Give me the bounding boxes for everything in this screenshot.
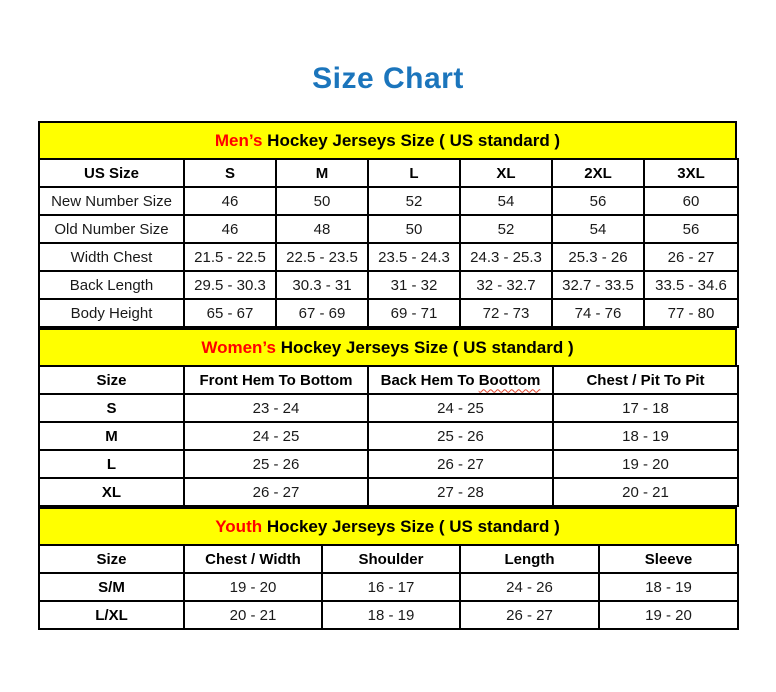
mens-value-cell: 26 - 27 bbox=[644, 243, 738, 271]
womens-value-cell: 23 - 24 bbox=[184, 394, 368, 422]
mens-value-cell: 67 - 69 bbox=[276, 299, 368, 327]
page-title: Size Chart bbox=[312, 62, 464, 95]
mens-value-cell: 77 - 80 bbox=[644, 299, 738, 327]
womens-section-band bbox=[38, 328, 737, 367]
mens-value-cell: 74 - 76 bbox=[552, 299, 644, 327]
youth-value-cell: 20 - 21 bbox=[184, 601, 322, 629]
youth-size-table bbox=[38, 544, 739, 630]
youth-column-header: Chest / Width bbox=[184, 545, 322, 573]
youth-value-cell: 18 - 19 bbox=[322, 601, 460, 629]
mens-value-cell: 54 bbox=[552, 215, 644, 243]
mens-row-label: Back Length bbox=[39, 271, 184, 299]
mens-value-cell: 52 bbox=[368, 187, 460, 215]
mens-value-cell: 29.5 - 30.3 bbox=[184, 271, 276, 299]
mens-column-header: US Size bbox=[39, 159, 184, 187]
womens-value-cell: 25 - 26 bbox=[184, 450, 368, 478]
mens-value-cell: 33.5 - 34.6 bbox=[644, 271, 738, 299]
womens-column-header bbox=[368, 366, 553, 394]
youth-table-row bbox=[39, 573, 738, 601]
womens-value-cell: 19 - 20 bbox=[553, 450, 738, 478]
mens-value-cell: 24.3 - 25.3 bbox=[460, 243, 552, 271]
womens-table-row bbox=[39, 478, 738, 506]
mens-value-cell: 60 bbox=[644, 187, 738, 215]
womens-column-header: Front Hem To Bottom bbox=[184, 366, 368, 394]
womens-value-cell: 20 - 21 bbox=[553, 478, 738, 506]
womens-value-cell: 27 - 28 bbox=[368, 478, 553, 506]
womens-value-cell: 24 - 25 bbox=[368, 394, 553, 422]
mens-value-cell: 46 bbox=[184, 187, 276, 215]
mens-band-accent: Men’s bbox=[214, 131, 263, 150]
womens-table-row bbox=[39, 450, 738, 478]
mens-table-row bbox=[39, 215, 738, 243]
mens-column-header: L bbox=[368, 159, 460, 187]
youth-column-header: Shoulder bbox=[322, 545, 460, 573]
mens-value-cell: 21.5 - 22.5 bbox=[184, 243, 276, 271]
womens-value-cell: 26 - 27 bbox=[184, 478, 368, 506]
mens-table-row bbox=[39, 299, 738, 327]
mens-header-row bbox=[39, 159, 738, 187]
youth-value-cell: 24 - 26 bbox=[460, 573, 599, 601]
womens-table-row bbox=[39, 422, 738, 450]
mens-value-cell: 56 bbox=[552, 187, 644, 215]
womens-misspelled-word: Boottom bbox=[478, 371, 541, 389]
mens-band-text: Hockey Jerseys Size ( US standard ) bbox=[267, 131, 561, 150]
womens-value-cell: 24 - 25 bbox=[184, 422, 368, 450]
mens-row-label: Width Chest bbox=[39, 243, 184, 271]
mens-value-cell: 52 bbox=[460, 215, 552, 243]
mens-section-band bbox=[38, 121, 737, 160]
mens-table-row bbox=[39, 243, 738, 271]
mens-value-cell: 54 bbox=[460, 187, 552, 215]
mens-column-header: S bbox=[184, 159, 276, 187]
youth-value-cell: 26 - 27 bbox=[460, 601, 599, 629]
youth-table-row bbox=[39, 601, 738, 629]
mens-row-label: Body Height bbox=[39, 299, 184, 327]
mens-value-cell: 32 - 32.7 bbox=[460, 271, 552, 299]
mens-value-cell: 31 - 32 bbox=[368, 271, 460, 299]
mens-value-cell: 25.3 - 26 bbox=[552, 243, 644, 271]
mens-table-row bbox=[39, 187, 738, 215]
youth-column-header: Sleeve bbox=[599, 545, 738, 573]
womens-value-cell: 17 - 18 bbox=[553, 394, 738, 422]
mens-value-cell: 50 bbox=[368, 215, 460, 243]
womens-band-accent: Women’s bbox=[201, 338, 276, 357]
mens-column-header: 2XL bbox=[552, 159, 644, 187]
mens-value-cell: 32.7 - 33.5 bbox=[552, 271, 644, 299]
mens-value-cell: 48 bbox=[276, 215, 368, 243]
womens-value-cell: 25 - 26 bbox=[368, 422, 553, 450]
youth-row-label: S/M bbox=[39, 573, 184, 601]
mens-value-cell: 46 bbox=[184, 215, 276, 243]
mens-value-cell: 72 - 73 bbox=[460, 299, 552, 327]
mens-table-row bbox=[39, 271, 738, 299]
youth-row-label: L/XL bbox=[39, 601, 184, 629]
size-chart-tables bbox=[38, 121, 737, 630]
youth-band-text: Hockey Jerseys Size ( US standard ) bbox=[266, 517, 560, 536]
mens-value-cell: 56 bbox=[644, 215, 738, 243]
youth-header-row bbox=[39, 545, 738, 573]
youth-value-cell: 19 - 20 bbox=[599, 601, 738, 629]
youth-section-band bbox=[38, 507, 737, 546]
mens-value-cell: 22.5 - 23.5 bbox=[276, 243, 368, 271]
womens-row-label: M bbox=[39, 422, 184, 450]
womens-value-cell: 18 - 19 bbox=[553, 422, 738, 450]
mens-value-cell: 69 - 71 bbox=[368, 299, 460, 327]
youth-value-cell: 16 - 17 bbox=[322, 573, 460, 601]
womens-column-header: Size bbox=[39, 366, 184, 394]
mens-value-cell: 50 bbox=[276, 187, 368, 215]
mens-column-header: XL bbox=[460, 159, 552, 187]
womens-row-label: S bbox=[39, 394, 184, 422]
mens-row-label: Old Number Size bbox=[39, 215, 184, 243]
mens-column-header: 3XL bbox=[644, 159, 738, 187]
youth-band-accent: Youth bbox=[215, 517, 263, 536]
youth-value-cell: 19 - 20 bbox=[184, 573, 322, 601]
womens-value-cell: 26 - 27 bbox=[368, 450, 553, 478]
womens-row-label: L bbox=[39, 450, 184, 478]
mens-value-cell: 23.5 - 24.3 bbox=[368, 243, 460, 271]
mens-column-header: M bbox=[276, 159, 368, 187]
youth-value-cell: 18 - 19 bbox=[599, 573, 738, 601]
mens-value-cell: 65 - 67 bbox=[184, 299, 276, 327]
womens-column-header-text: Back Hem To bbox=[380, 371, 475, 389]
womens-column-header: Chest / Pit To Pit bbox=[553, 366, 738, 394]
youth-column-header: Length bbox=[460, 545, 599, 573]
mens-value-cell: 30.3 - 31 bbox=[276, 271, 368, 299]
youth-column-header: Size bbox=[39, 545, 184, 573]
womens-header-row bbox=[39, 366, 738, 394]
mens-size-table bbox=[38, 158, 739, 328]
womens-row-label: XL bbox=[39, 478, 184, 506]
womens-band-text: Hockey Jerseys Size ( US standard ) bbox=[280, 338, 574, 357]
womens-size-table bbox=[38, 365, 739, 507]
womens-table-row bbox=[39, 394, 738, 422]
mens-row-label: New Number Size bbox=[39, 187, 184, 215]
